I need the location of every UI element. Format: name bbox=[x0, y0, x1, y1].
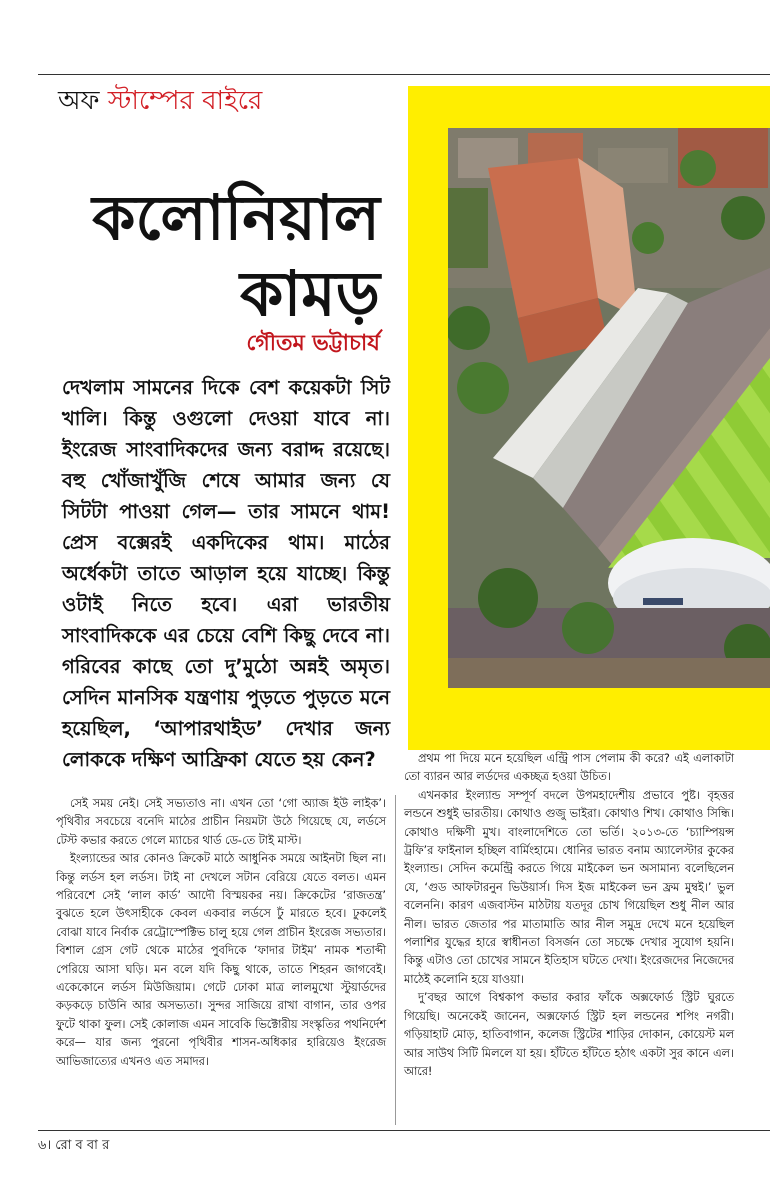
body-paragraph: ইংল্যান্ডের আর কোনও ক্রিকেট মাঠে আধুনিক সময়ে আইনটা ছিল না। কিন্তু লর্ডস হল লর্ডস। টাই না দেখলে সটান বেরিয়ে যেতে বলত। এমন পরিবেশে সেই ‘লাল কার্ড’ আদৌ বিস্ময়কর নয়। ক্রিকেটের ‘রাজতন্ত্র’ বুঝতে হলে উৎসাহীকে কেবল একবার লর্ডসে ঢুঁ মারতে হবে। ঢুকলেই বোঝা যাবে নির্বাক রেট্রোস্পেক্টিভ চালু হয়ে গেল প্রাচীন ইংরেজ সভ্যতার। বিশাল গ্রেস গেট থেকে মাঠের পুবদিকে ‘ফাদার টাইম’ নামক শতাব্দী পেরিয়ে আসা ঘড়ি। মন বলে যদি কিছু থাকে, তাতে শিহরন জাগবেই। একেকোনে লর্ডস মিউজিয়াম। গেটে ঢোকা মাত্র লালমুখো স্টুয়ার্ডদের কড়কড়ে চাউনি আর অসভ্যতা। সুন্দর সাজিয়ে রাখা বাগান, তার ওপর ফুটে থাকা ফুল। সেই কোলাজ এমন সাবেকি ভিক্টোরীয় সংস্কৃতির পথনির্দেশ করে— যার জন্য পুরনো পৃথিবীর শাসন-অধিকার হারিয়েও ইংরেজ আভিজাত্যের এখনও এত সমাদর। bbox=[56, 852, 386, 1068]
column-divider bbox=[395, 795, 396, 1125]
section-heading-part1: অফ bbox=[58, 86, 108, 116]
article-title-line1: কলোনিয়াল bbox=[92, 181, 380, 254]
stadium-aerial-illustration bbox=[448, 128, 770, 688]
author-byline: গৌতম ভট্টাচার্য bbox=[246, 331, 380, 356]
section-heading bbox=[58, 80, 262, 124]
bottom-rule bbox=[38, 1130, 770, 1131]
body-paragraph: দু’বছর আগে বিশ্বকাপ কভার করার ফাঁকে অক্সফোর্ড স্ট্রিট ঘুরতে গিয়েছি। অনেকেই জানেন, অক্সফোর্ড স্ট্রিট হল লন্ডনের শপিং নগরী। গড়িয়াহাট মোড়, হাতিবাগান, কলেজ স্ট্রিটের শাড়ির দোকান, কোয়েস্ট মল আর সাউথ সিটি মিললে যা হয়। হাঁটতে হাঁটতে হঠাৎ একটা সুর কানে এল। আরে! bbox=[404, 991, 734, 1078]
body-paragraph: সেই সময় নেই। সেই সভ্যতাও না। এখন তো ‘গো অ্যাজ ইউ লাইক’। পৃথিবীর সবচেয়ে বনেদি মাঠের প্রাচীন নিয়মটা উঠে গিয়েছে যে, লর্ডসে টেস্ট কভার করতে গেলে ম্যাচের থার্ড ডে-তে টাই মাস্ট। bbox=[56, 797, 386, 847]
stadium-photo bbox=[448, 128, 770, 688]
body-column-left bbox=[56, 795, 386, 1071]
article-title-line2: কামড় bbox=[239, 257, 380, 330]
body-column-right bbox=[404, 750, 734, 1081]
top-rule bbox=[38, 74, 770, 75]
article-lede: দেখলাম সামনের দিকে বেশ কয়েকটা সিট খালি। কিন্তু ওগুলো দেওয়া যাবে না। ইংরেজ সাংবাদিকদের জন্য বরাদ্দ রয়েছে। বহু খোঁজাখুঁজি শেষে আমার জন্য যে সিটটা পাওয়া গেল— তার সামনে থাম! প্রেস বক্সেরই একদিকের থাম। মাঠের অর্ধেকটা তাতে আড়াল হয়ে যাচ্ছে। কিন্তু ওটাই নিতে হবে। এরা ভারতীয় সাংবাদিককে এর চেয়ে বেশি কিছু দেবে না। গরিবের কাছে তো দু’মুঠো অন্নই অমৃত। সেদিন মানসিক যন্ত্রণায় পুড়তে পুড়তে মনে হয়েছিল, ‘আপারথাইড’ দেখার জন্য লোককে দক্ষিণ আফ্রিকা যেতে হয় কেন? bbox=[62, 376, 390, 771]
body-paragraph: এখনকার ইংল্যান্ড সম্পূর্ণ বদলে উপমহাদেশীয় প্রভাবে পুষ্ট। বৃহত্তর লন্ডনে শুধুই ভারতীয়। কোথাও গুজু ভাইরা। কোথাও শিখ। কোথাও সিন্ধি। কোথাও দক্ষিণী মুখ। বাংলাদেশিতে তো ভর্তি। ২০১৩-তে ‘চ্যাম্পিয়ন্স ট্রফি’র ফাইনাল হচ্ছিল বার্মিংহামে। ধোনির ভারত বনাম অ্যালেস্টার কুকের ইংল্যান্ড। সেদিন কমেন্ট্রি করতে গিয়ে মাইকেল ভন অসামান্য বলেছিলেন যে, ‘গুড আফটারনুন ভিউয়ার্স। দিস ইজ মাইকেল ভন ফ্রম মুম্বই।’ ভুল বলেননি। কারণ এজবাস্টন মাঠটায় যতদূর চোখ গিয়েছিল শুধু নীল আর নীল। ভারত জেতার পর মাতামাতি আর নীল সমুদ্র দেখে মনে হয়েছিল পলাশির যুদ্ধের হারে স্বাধীনতা বিসর্জন তো সচক্ষে দেখার সুযোগ হয়নি। কিন্তু এটাও তো চোখের সামনে ইতিহাস ঘটতে দেখা। ইংরেজদের নিজেদের মাঠেই কলোনি হয়ে যাওয়া। bbox=[404, 788, 734, 986]
section-heading-part2: স্টাম্পের বাইরে bbox=[107, 86, 263, 116]
body-paragraph: প্রথম পা দিয়ে মনে হয়েছিল এন্ট্রি পাস পেলাম কী করে? এই এলাকাটা তো ব্যারন আর লর্ডদের একচ্ছত্র হওয়া উচিত। bbox=[404, 752, 734, 784]
page-folio: ৬। রো ব বা র bbox=[38, 1138, 110, 1153]
article-title bbox=[60, 180, 380, 332]
